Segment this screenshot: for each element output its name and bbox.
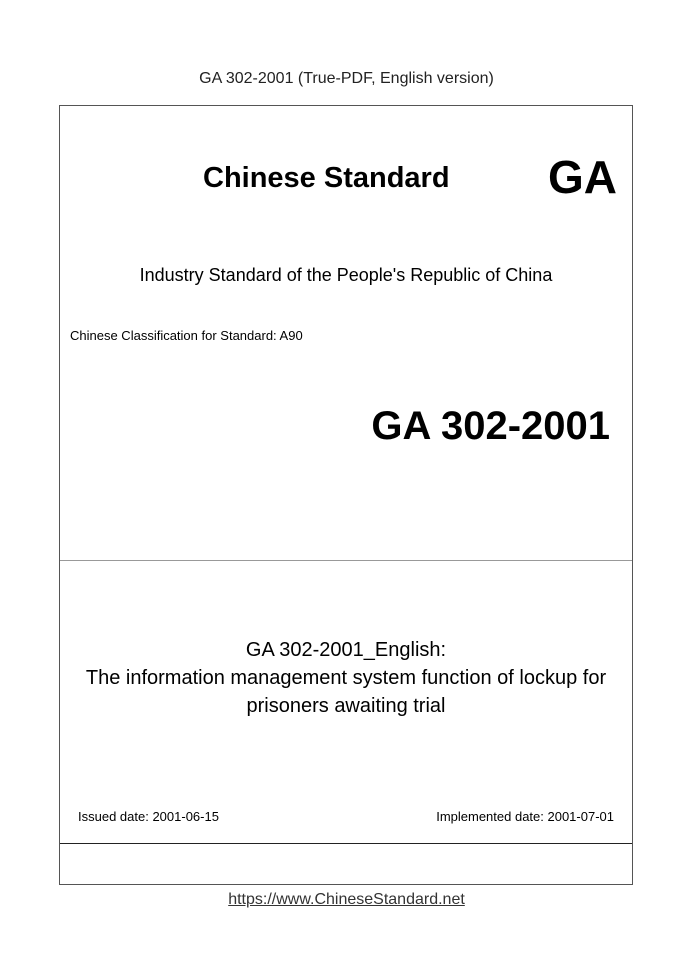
- cover-frame: [59, 105, 633, 885]
- implemented-date: Implemented date: 2001-07-01: [436, 809, 614, 824]
- cover-bottom-section: [60, 844, 632, 884]
- issued-date: Issued date: 2001-06-15: [78, 809, 219, 824]
- document-title-line1: GA 302-2001_English:: [245, 639, 447, 661]
- cover-top-section: [60, 106, 632, 561]
- classification-label: Chinese Classification for Standard: A90: [70, 328, 303, 343]
- document-title-line2: The information management system function of lockup for: [85, 667, 607, 689]
- document-title-line3: prisoners awaiting trial: [246, 695, 446, 717]
- cover-title-section: [60, 561, 632, 844]
- standard-name: Chinese Standard: [203, 162, 450, 194]
- document-title: [60, 636, 632, 720]
- standard-subtitle: Industry Standard of the People's Republic of China: [139, 265, 553, 285]
- standard-number: GA 302-2001: [371, 404, 610, 448]
- header-title: GA 302-2001 (True-PDF, English version): [199, 70, 494, 87]
- website-link[interactable]: https://www.ChineseStandard.net: [228, 891, 465, 908]
- footer: [0, 891, 693, 909]
- standard-code-badge: GA: [548, 151, 617, 203]
